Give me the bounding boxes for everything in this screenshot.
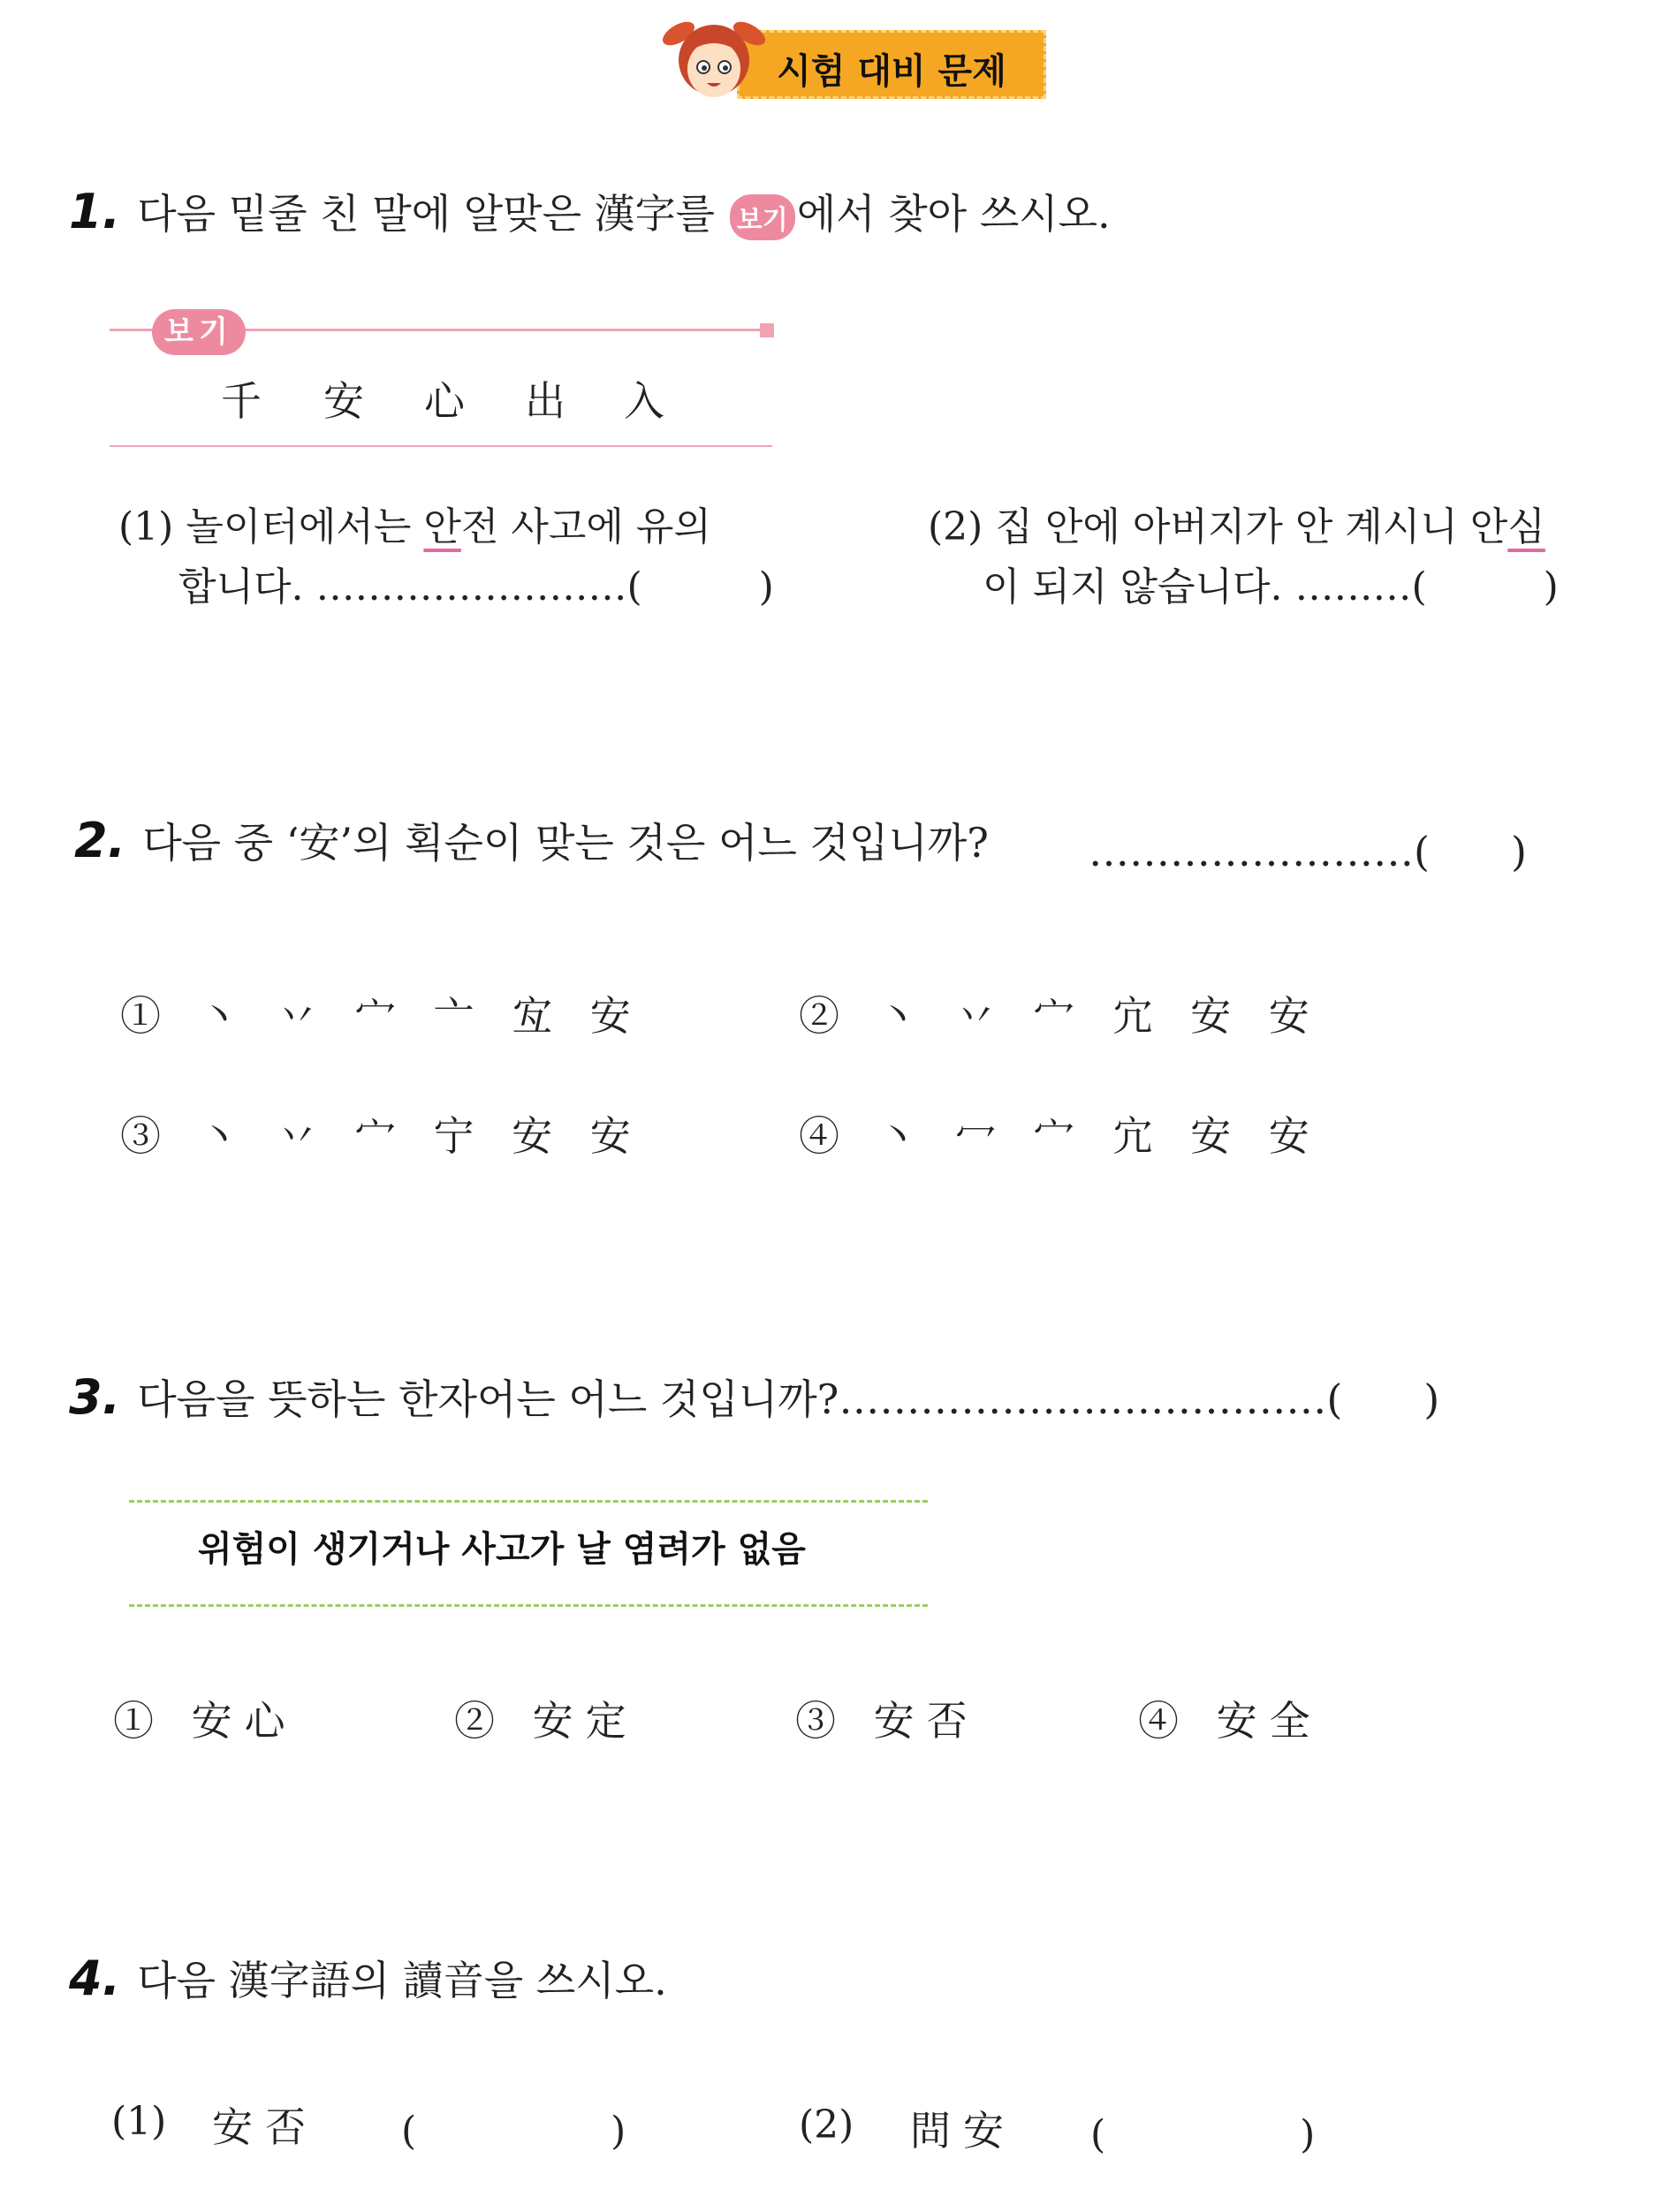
underlined-text: 안: [423, 504, 461, 549]
bogi-option: 出: [525, 377, 566, 425]
choice-number: ①: [113, 1697, 166, 1745]
q1-sub2-line2[interactable]: 이 되지 않습니다. ………( ): [983, 564, 1559, 610]
choice-word: 安否: [873, 1697, 980, 1745]
answer-blank[interactable]: ……………………( ): [1089, 828, 1527, 875]
q3-choice-1[interactable]: [113, 1689, 298, 1747]
q2-choice-4[interactable]: [799, 1104, 1322, 1163]
q3-choice-3[interactable]: [795, 1689, 980, 1747]
definition-bottom-dash: [129, 1604, 928, 1607]
question-text-part: 에서 찾아 쓰시오.: [796, 190, 1111, 238]
choice-number: ①: [120, 992, 173, 1040]
q1-sub1-line1: [118, 495, 711, 551]
choice-word: 安全: [1216, 1697, 1323, 1745]
definition-top-dash: [129, 1500, 928, 1503]
sub-text: 전 사고에 유의: [460, 504, 711, 549]
bogi-option: 安: [323, 377, 364, 425]
bogi-option: 心: [424, 377, 465, 425]
question-number: 3.: [69, 1369, 121, 1425]
choice-word: 安心: [191, 1697, 298, 1745]
q4-item-1-blank[interactable]: ( ): [401, 2109, 626, 2154]
sub-number: (1): [118, 504, 174, 549]
question-3: [69, 1367, 1439, 1426]
question-text: 다음 漢字語의 讀音을 쓰시오.: [137, 1957, 667, 2004]
question-text-part: 다음 밑줄 친 말에 알맞은 漢字를: [137, 190, 716, 238]
underlined-text: 심: [1507, 504, 1545, 549]
question-4: [69, 1949, 667, 2007]
question-2: [74, 811, 989, 869]
q4-item-1-number: (1): [111, 2099, 167, 2144]
sub-number: (2): [928, 504, 983, 549]
q4-item-2-word: 問安: [910, 2107, 1016, 2155]
choice-number: ③: [795, 1697, 848, 1745]
question-number: 4.: [69, 1951, 121, 2006]
cartoon-girl-icon: [661, 7, 767, 104]
stroke-order: 丶 丷 宀 亠 宐 安: [198, 992, 643, 1040]
q2-choice-1[interactable]: [120, 984, 643, 1042]
q2-choice-2[interactable]: [799, 984, 1322, 1042]
q3-choice-4[interactable]: [1138, 1689, 1323, 1747]
header-badge: [661, 7, 1050, 104]
q1-sub2-line1: [928, 495, 1545, 551]
question-number: 1.: [69, 184, 121, 239]
sub-text: 놀이터에서는: [186, 504, 424, 549]
bogi-inline-label: 보기: [730, 194, 795, 240]
choice-number: ②: [799, 992, 852, 1040]
header-title: 시험 대비 문제: [777, 51, 1006, 92]
question-text: 다음 중 ‘安’의 획순이 맞는 것은 어느 것입니까?: [142, 819, 989, 867]
bogi-label: 보기: [152, 309, 246, 355]
question-1: [69, 182, 1111, 240]
stroke-order: 丶 丷 宀 宁 安 安: [198, 1112, 643, 1160]
q4-item-2-blank[interactable]: ( ): [1090, 2112, 1316, 2157]
stroke-order: 丶 丷 宀 宂 安 安: [877, 992, 1322, 1040]
q2-choice-3[interactable]: [120, 1104, 643, 1163]
question-number: 2.: [74, 813, 126, 868]
question-text: [137, 190, 1110, 238]
sub-text: 집 안에 아버지가 안 계시니 안: [995, 504, 1508, 549]
bogi-line-end: [760, 323, 774, 337]
bogi-option: 千: [221, 377, 262, 425]
choice-word: 安定: [532, 1697, 639, 1745]
definition-text: 위험이 생기거나 사고가 날 염려가 없음: [198, 1529, 806, 1570]
bogi-option: 入: [624, 377, 664, 425]
q4-item-1-word: 安否: [212, 2103, 318, 2151]
q1-sub1-line2[interactable]: 합니다. ……………………( ): [178, 564, 774, 610]
question-text: 다음을 뜻하는 한자어는 어느 것입니까?: [137, 1375, 839, 1423]
answer-blank[interactable]: ………………………………( ): [839, 1375, 1440, 1423]
q3-choice-2[interactable]: [454, 1689, 639, 1747]
choice-number: ④: [1138, 1697, 1191, 1745]
choice-number: ③: [120, 1112, 173, 1160]
q4-item-2-number: (2): [799, 2102, 854, 2148]
choice-number: ②: [454, 1697, 507, 1745]
stroke-order: 丶 冖 宀 宂 安 安: [877, 1112, 1322, 1160]
choice-number: ④: [799, 1112, 852, 1160]
header-title-box: [737, 30, 1046, 99]
bogi-bottom-line: [110, 445, 772, 447]
